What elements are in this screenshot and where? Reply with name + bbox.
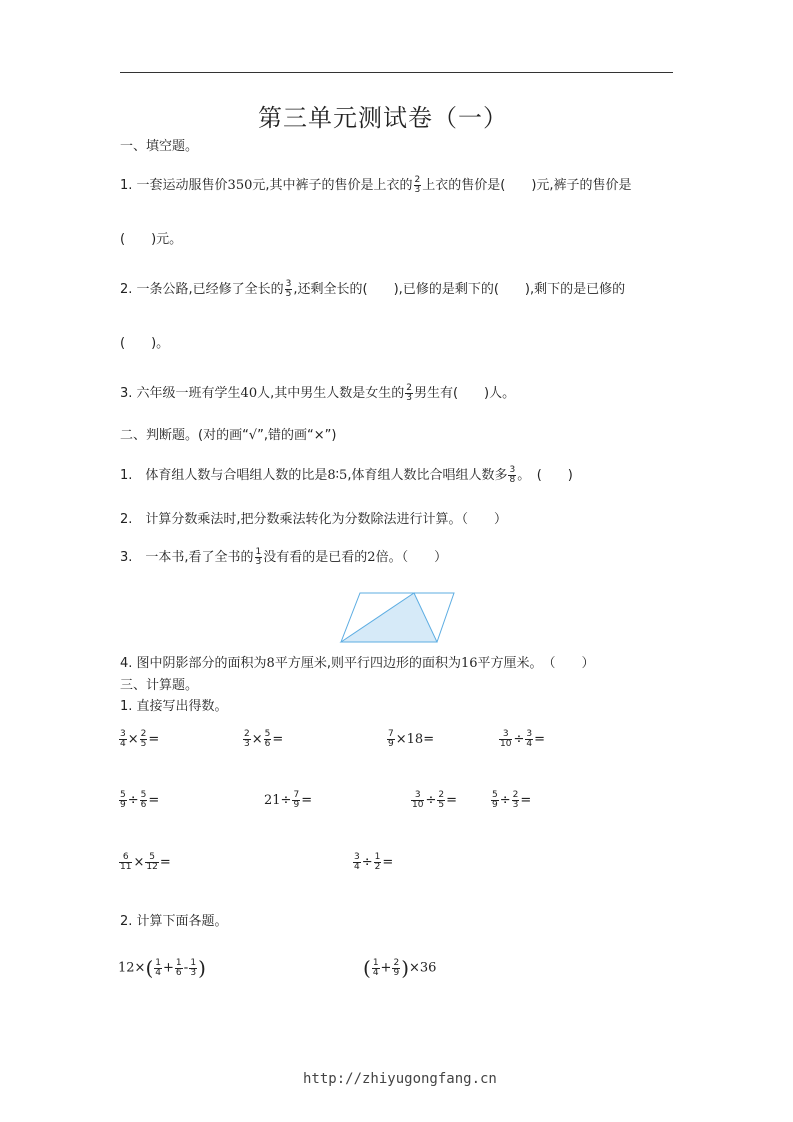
top-rule (120, 72, 673, 73)
fraction: $\frac{2}{3}$ (414, 175, 421, 195)
fraction: $\frac{7}{9}$ (293, 790, 300, 810)
expr-d: $\frac{3}{10}$ ÷ $\frac{3}{4}$ = (500, 729, 545, 749)
expr-b: $\frac{2}{3}$ × $\frac{5}{6}$ = (244, 729, 284, 749)
section-judge-heading: 二、判断题。(对的画“√”,错的画“×”) (120, 428, 337, 443)
fraction: $\frac{1}{3}$ (190, 957, 197, 978)
fraction: $\frac{1}{3}$ (255, 547, 262, 567)
judge-question-1: 1. 体育组人数与合唱组人数的比是8∶5,体育组人数比合唱组人数多 $\frac{3}{8}$ 。 ( ) (120, 465, 573, 485)
fraction: $\frac{5}{9}$ (120, 790, 126, 810)
fraction: $\frac{2}{3}$ (244, 729, 250, 749)
expr-g: 21÷ $\frac{7}{9}$ = (264, 790, 313, 810)
expr-i: $\frac{5}{9}$ ÷ $\frac{2}{3}$ = (492, 790, 532, 810)
fraction: $\frac{1}{4}$ (155, 957, 161, 978)
fill-question-1: 1. 一套运动服售价350元,其中裤子的售价是上衣的 $\frac{2}{3}$ 上衣的售价是( )元,裤子的售价是 (120, 175, 632, 195)
fraction: $\frac{3}{10}$ (412, 790, 424, 810)
shaded-triangle (341, 593, 437, 642)
fraction: $\frac{5}{6}$ (264, 729, 271, 749)
fraction: $\frac{7}{9}$ (388, 729, 394, 749)
fraction: $\frac{3}{8}$ (509, 465, 516, 485)
fill-question-2: 2. 一条公路,已经修了全长的 $\frac{3}{5}$ ,还剩全长的( ),已修的是剩下的( ),剩下的是已修的 (120, 279, 626, 299)
fraction: $\frac{6}{11}$ (120, 852, 132, 872)
judge-question-2: 2. 计算分数乘法时,把分数乘法转化为分数除法进行计算。（ ） (120, 512, 508, 527)
fraction: $\frac{5}{6}$ (140, 790, 147, 810)
expr-k: $\frac{3}{4}$ ÷ $\frac{1}{2}$ = (354, 852, 394, 872)
fraction: $\frac{3}{10}$ (500, 729, 512, 749)
fill-question-1-cont: ( )元。 (120, 232, 183, 247)
fraction: $\frac{3}{4}$ (526, 729, 533, 749)
fraction: $\frac{2}{3}$ (406, 383, 412, 403)
fraction: $\frac{5}{9}$ (492, 790, 498, 810)
fraction: $\frac{3}{5}$ (285, 279, 292, 299)
footer-url: http://zhiyugongfang.cn (303, 1071, 497, 1087)
fraction: $\frac{2}{5}$ (140, 729, 147, 749)
fraction: $\frac{1}{2}$ (374, 852, 381, 872)
expr-p: 12×( $\frac{1}{4}$ + $\frac{1}{6}$ - $\frac{1}{3}$ ) (118, 956, 206, 980)
expr-a: $\frac{3}{4}$ × $\frac{2}{5}$ = (120, 729, 160, 749)
fraction: $\frac{1}{6}$ (175, 957, 182, 978)
fill-question-2-cont: ( )。 (120, 336, 170, 351)
expr-e: $\frac{5}{9}$ ÷ $\frac{5}{6}$ = (120, 790, 160, 810)
fraction: $\frac{5}{12}$ (146, 852, 158, 872)
page-title: 第三单元测试卷（一） (258, 104, 508, 132)
fraction: $\frac{2}{5}$ (438, 790, 445, 810)
calc-sub-1: 1. 直接写出得数。 (120, 699, 228, 714)
expr-q: ( $\frac{1}{4}$ + $\frac{2}{9}$ )×36 (363, 956, 437, 980)
fraction: $\frac{3}{4}$ (120, 729, 126, 749)
judge-question-4: 4. 图中阴影部分的面积为8平方厘米,则平行四边形的面积为16平方厘米。 （ ） (120, 656, 595, 671)
parallelogram-figure (338, 590, 458, 645)
fraction: $\frac{1}{4}$ (372, 957, 379, 978)
expr-c: $\frac{7}{9}$ ×18= (388, 729, 435, 749)
calc-sub-2: 2. 计算下面各题。 (120, 914, 228, 929)
fraction: $\frac{3}{4}$ (354, 852, 360, 872)
fraction: $\frac{2}{9}$ (393, 957, 400, 978)
section-fill-heading: 一、填空题。 (120, 139, 199, 154)
fill-question-3: 3. 六年级一班有学生40人,其中男生人数是女生的 $\frac{2}{3}$ 男生有( )人。 (120, 383, 516, 403)
expr-h: $\frac{3}{10}$ ÷ $\frac{2}{5}$ = (412, 790, 457, 810)
fraction: $\frac{2}{3}$ (512, 790, 519, 810)
expr-j: $\frac{6}{11}$ × $\frac{5}{12}$ = (120, 852, 171, 872)
section-calc-heading: 三、计算题。 (120, 678, 199, 693)
judge-question-3: 3. 一本书,看了全书的 $\frac{1}{3}$ 没有看的是已看的2倍。（ ） (120, 547, 448, 567)
